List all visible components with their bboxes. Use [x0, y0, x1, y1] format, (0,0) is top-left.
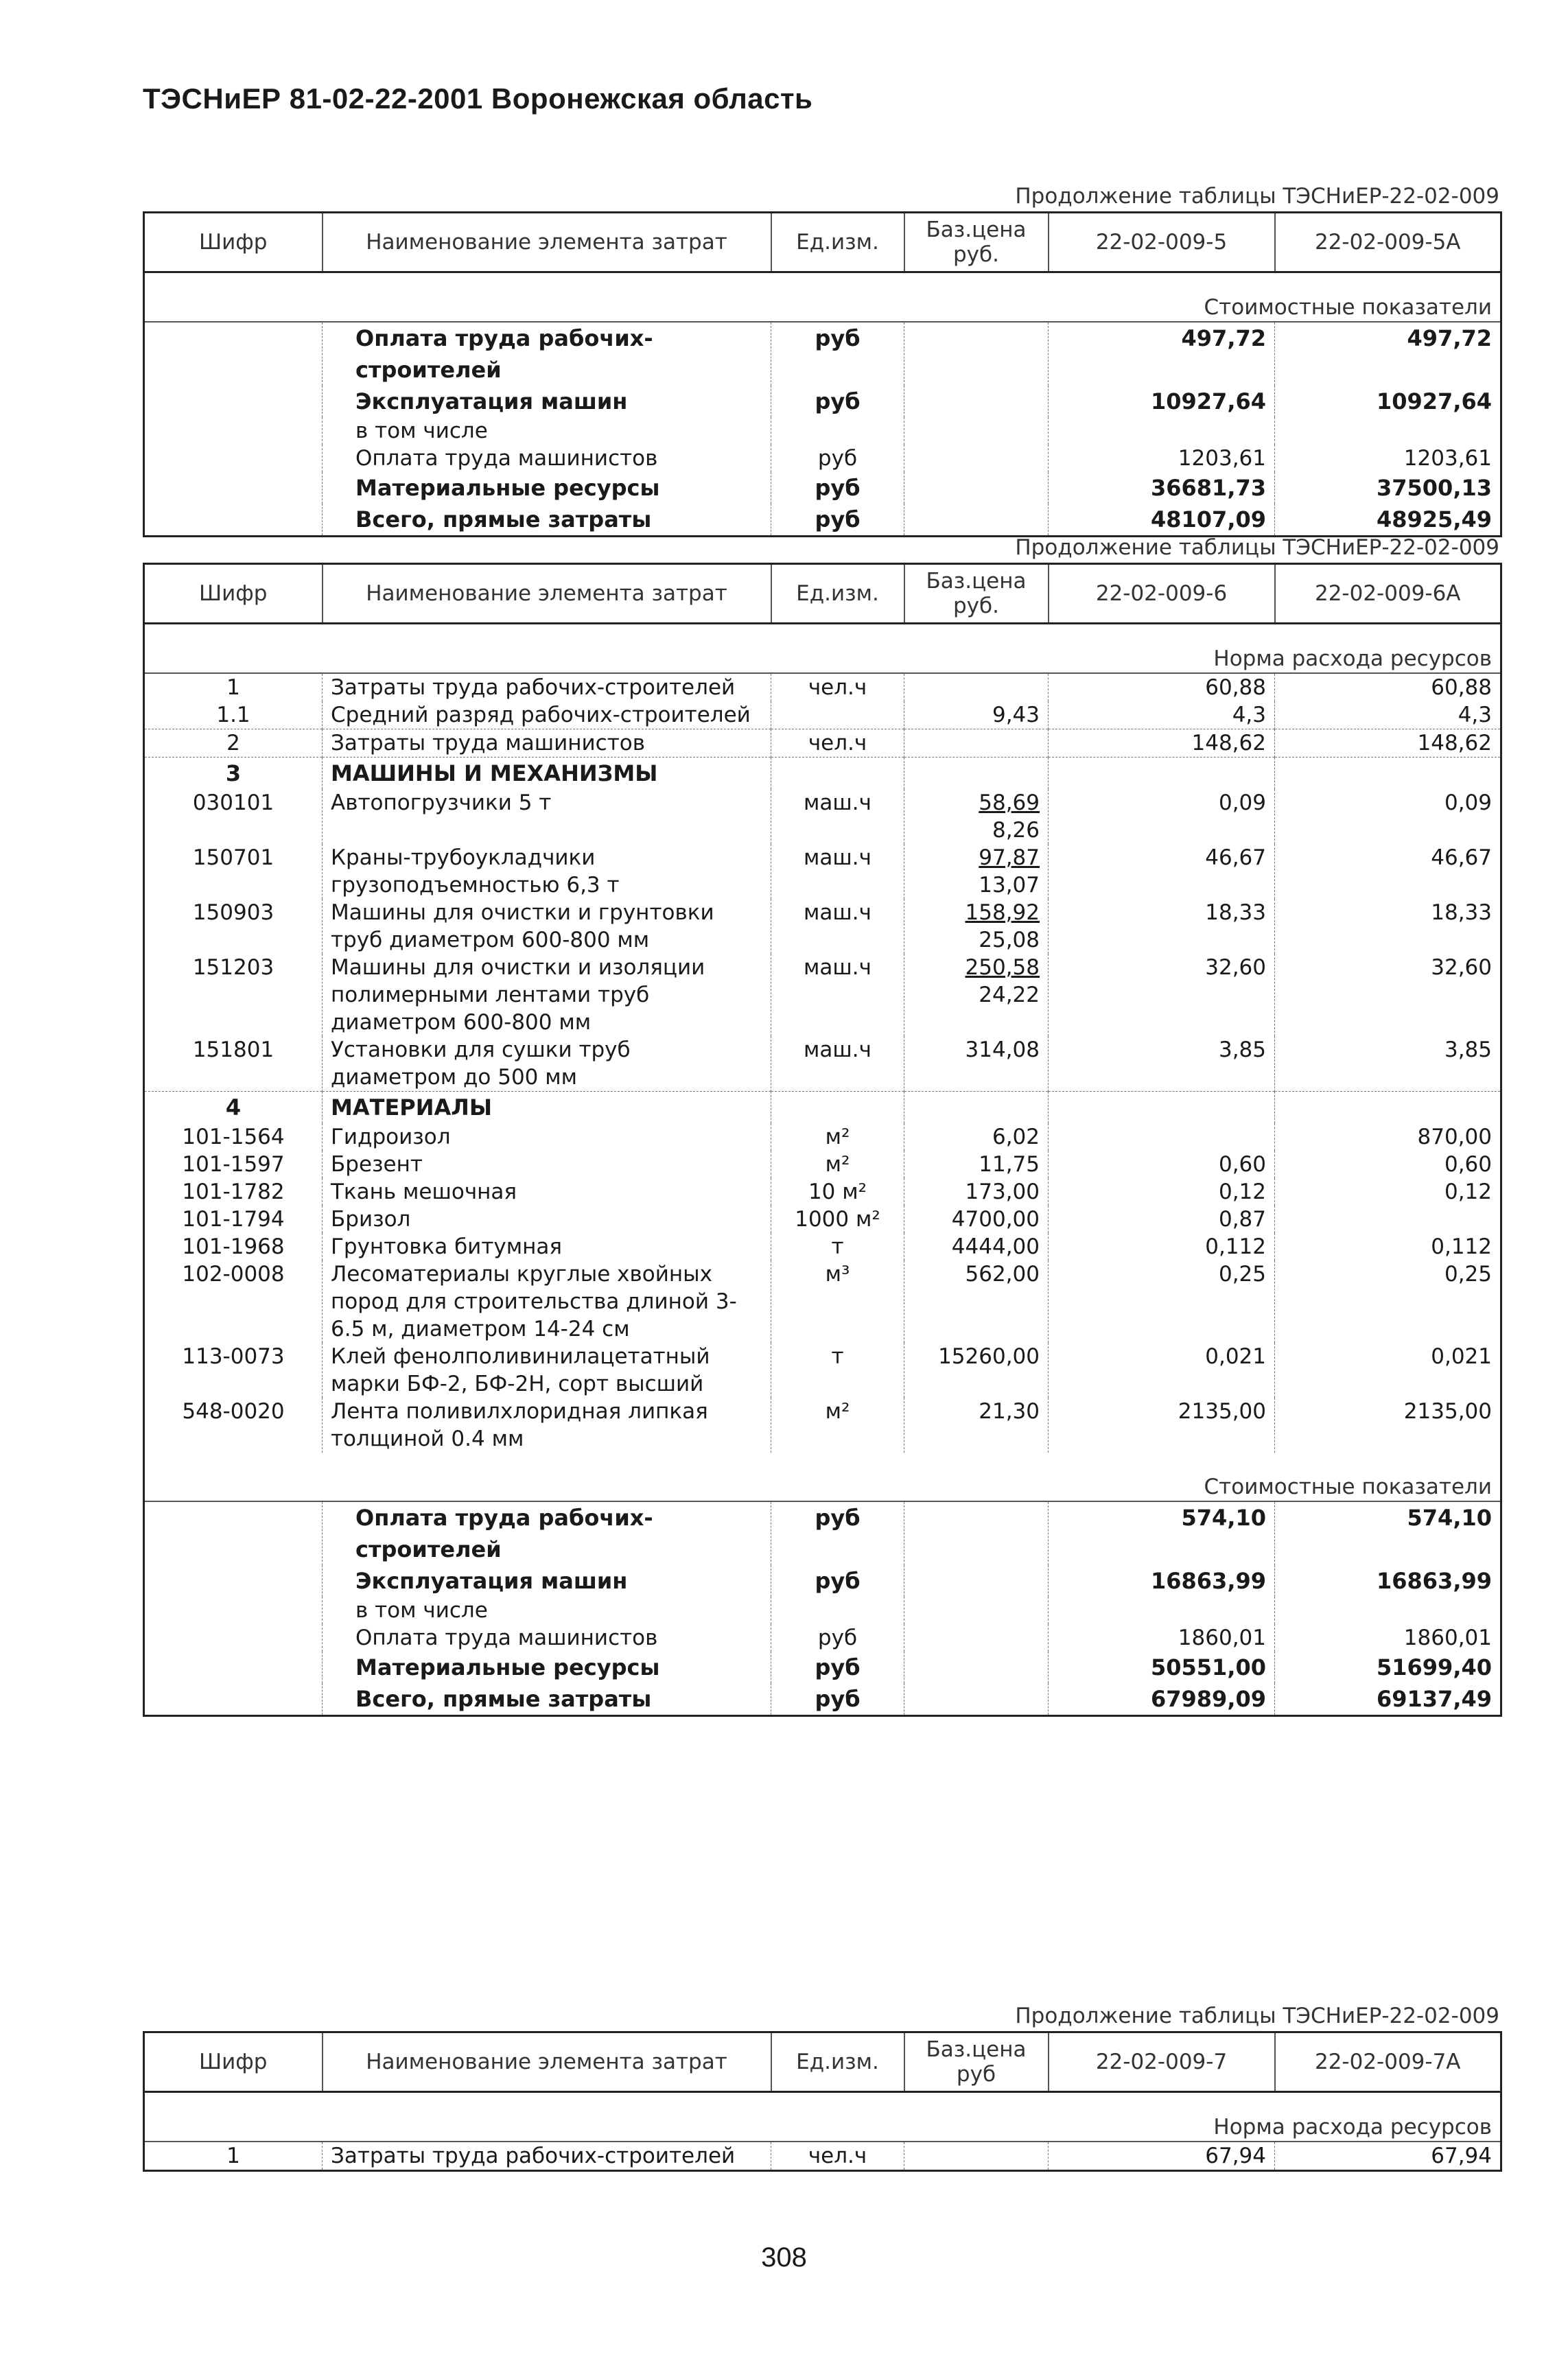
- resource-code: 102-0008: [144, 1260, 323, 1343]
- norm-value-2: 0,60: [1275, 1151, 1501, 1178]
- norm-value-2: [1275, 1206, 1501, 1233]
- norm-value-1: 0,021: [1049, 1343, 1275, 1398]
- base-price: [904, 1565, 1049, 1597]
- header-code: Шифр: [144, 564, 323, 624]
- resource-unit: [771, 1092, 904, 1124]
- base-price-value: 173,00: [965, 1180, 1040, 1204]
- table-row: [144, 1233, 1501, 1260]
- resource-unit: 1000 м²: [771, 1206, 904, 1233]
- norm-value-2: 60,88: [1275, 673, 1501, 701]
- norm-value-2: 148,62: [1275, 729, 1501, 758]
- resource-unit: [771, 701, 904, 729]
- cost-name: Всего, прямые затраты: [323, 1683, 771, 1716]
- header-col-2: 22-02-009-6А: [1275, 564, 1501, 624]
- table-row: [144, 899, 1501, 954]
- base-price: [904, 1260, 1049, 1343]
- section-row: [144, 624, 1501, 674]
- resource-name: Автопогрузчики 5 т: [323, 789, 771, 844]
- norm-value-1: 148,62: [1049, 729, 1275, 758]
- resource-code: 101-1968: [144, 1233, 323, 1260]
- cost-value-1: [1049, 1597, 1275, 1624]
- norm-value-2: 497,72: [1275, 322, 1501, 386]
- resource-name: Машины для очистки и грунтовки труб диаметром 600-800 мм: [323, 899, 771, 954]
- norm-value-2: [1275, 1092, 1501, 1124]
- base-price-machinist-value: 13,07: [979, 873, 1040, 898]
- resource-name: Ткань мешочная: [323, 1178, 771, 1206]
- norm-value-1: 0,112: [1049, 1233, 1275, 1260]
- document-title: ТЭСНиЕР 81-02-22-2001 Воронежская область: [143, 82, 813, 115]
- norm-value-1: [1049, 758, 1275, 790]
- cost-name: в том числе: [323, 1597, 771, 1624]
- base-price: [904, 472, 1049, 504]
- resource-unit: маш.ч: [771, 789, 904, 844]
- resource-name: Оплата труда машинистов: [323, 445, 771, 472]
- resource-table: [143, 2031, 1502, 2172]
- norm-value-1: 60,88: [1049, 673, 1275, 701]
- base-price: [904, 1398, 1049, 1453]
- norm-value-1: 36681,73: [1049, 472, 1275, 504]
- table-row: [144, 1206, 1501, 1233]
- cost-unit: руб: [771, 1683, 904, 1716]
- resource-unit: маш.ч: [771, 1036, 904, 1092]
- table-row: [144, 729, 1501, 758]
- section-row: [144, 1453, 1501, 1501]
- resource-code: 030101: [144, 789, 323, 844]
- norm-value-1: 4,3: [1049, 701, 1275, 729]
- norm-value-2: 0,112: [1275, 1233, 1501, 1260]
- resource-unit: руб: [771, 504, 904, 537]
- header-col-2: 22-02-009-7А: [1275, 2032, 1501, 2092]
- base-price: [904, 844, 1049, 899]
- norm-value-1: 10927,64: [1049, 386, 1275, 417]
- resource-unit: руб: [771, 472, 904, 504]
- resource-unit: руб: [771, 386, 904, 417]
- cost-row: [144, 1565, 1501, 1597]
- resource-name: Оплата труда рабочих-строителей: [323, 322, 771, 386]
- resource-unit: маш.ч: [771, 844, 904, 899]
- norm-value-2: 1203,61: [1275, 445, 1501, 472]
- resource-name: Затраты труда машинистов: [323, 729, 771, 758]
- norm-value-1: [1049, 1092, 1275, 1124]
- resource-code: 151203: [144, 954, 323, 1036]
- base-price: [904, 322, 1049, 386]
- table-header-row: [144, 2032, 1501, 2092]
- header-code: Шифр: [144, 2032, 323, 2092]
- resource-name: Машины для очистки и изоляции полимерными лентами труб диаметром 600-800 мм: [323, 954, 771, 1036]
- base-price: [904, 954, 1049, 1036]
- resource-name: Затраты труда рабочих-строителей: [323, 673, 771, 701]
- resource-name: Краны-трубоукладчики грузоподъемностью 6,3 т: [323, 844, 771, 899]
- base-price: [904, 1123, 1049, 1151]
- table-row: [144, 1123, 1501, 1151]
- header-name: Наименование элемента затрат: [323, 564, 771, 624]
- table-row: [144, 1260, 1501, 1343]
- resource-unit: чел.ч: [771, 729, 904, 758]
- base-price-value: 15260,00: [938, 1344, 1040, 1369]
- header-col-2: 22-02-009-5А: [1275, 213, 1501, 272]
- base-price: [904, 445, 1049, 472]
- resource-unit: м³: [771, 1260, 904, 1343]
- base-price: [904, 758, 1049, 790]
- resource-code: [144, 1565, 323, 1597]
- base-price: [904, 417, 1049, 445]
- base-price: [904, 1092, 1049, 1124]
- resource-code: 1.1: [144, 701, 323, 729]
- cost-value-1: 67989,09: [1049, 1683, 1275, 1716]
- cost-row: [144, 1501, 1501, 1565]
- resource-unit: 10 м²: [771, 1178, 904, 1206]
- header-price: Баз.цена руб: [904, 2032, 1049, 2092]
- base-price-machinist-value: 8,26: [992, 818, 1040, 843]
- base-price: [904, 504, 1049, 537]
- norm-value-1: 0,09: [1049, 789, 1275, 844]
- section-label: Норма расхода ресурсов: [144, 624, 1501, 674]
- base-price-value: 21,30: [979, 1399, 1040, 1424]
- resource-unit: м²: [771, 1151, 904, 1178]
- resource-code: 150903: [144, 899, 323, 954]
- cost-name: Эксплуатация машин: [323, 1565, 771, 1597]
- norm-value-2: [1275, 758, 1501, 790]
- cost-name: Материальные ресурсы: [323, 1652, 771, 1683]
- norm-value-2: 0,09: [1275, 789, 1501, 844]
- resource-name: Гидроизол: [323, 1123, 771, 1151]
- resource-code: 1: [144, 673, 323, 701]
- cost-row: [144, 1597, 1501, 1624]
- table-row: [144, 322, 1501, 386]
- base-price-value: 58,69: [979, 790, 1040, 815]
- resource-name: в том числе: [323, 417, 771, 445]
- base-price-value: 6,02: [992, 1125, 1040, 1149]
- resource-code: [144, 1652, 323, 1683]
- norm-value-2: 18,33: [1275, 899, 1501, 954]
- norm-value-1: 0,12: [1049, 1178, 1275, 1206]
- norm-value-2: 48925,49: [1275, 504, 1501, 537]
- resource-code: [144, 1624, 323, 1652]
- cost-table: [143, 211, 1502, 537]
- header-col-1: 22-02-009-5: [1049, 213, 1275, 272]
- norm-value-2: 870,00: [1275, 1123, 1501, 1151]
- resource-unit: маш.ч: [771, 899, 904, 954]
- table-caption: Продолжение таблицы ТЭСНиЕР-22-02-009: [1015, 2004, 1499, 2028]
- table-row: [144, 472, 1501, 504]
- cost-value-2: 51699,40: [1275, 1652, 1501, 1683]
- resource-unit: [771, 417, 904, 445]
- norm-value-2: 4,3: [1275, 701, 1501, 729]
- table-row: [144, 1343, 1501, 1398]
- resource-name: Грунтовка битумная: [323, 1233, 771, 1260]
- norm-value-2: [1275, 417, 1501, 445]
- table-row: [144, 954, 1501, 1036]
- resource-code: [144, 445, 323, 472]
- header-code: Шифр: [144, 213, 323, 272]
- cost-value-2: 69137,49: [1275, 1683, 1501, 1716]
- base-price-value: 4700,00: [951, 1207, 1040, 1232]
- norm-value-2: 3,85: [1275, 1036, 1501, 1092]
- resource-code: 101-1794: [144, 1206, 323, 1233]
- resource-name: МАТЕРИАЛЫ: [323, 1092, 771, 1124]
- resource-name: Всего, прямые затраты: [323, 504, 771, 537]
- resource-code: 113-0073: [144, 1343, 323, 1398]
- base-price: [904, 386, 1049, 417]
- header-unit: Ед.изм.: [771, 2032, 904, 2092]
- cost-name: Оплата труда рабочих-строителей: [323, 1501, 771, 1565]
- base-price-value: 97,87: [979, 845, 1040, 870]
- norm-value-1: 0,60: [1049, 1151, 1275, 1178]
- base-price-value: 562,00: [965, 1262, 1040, 1287]
- table-row: [144, 504, 1501, 537]
- cost-row: [144, 1624, 1501, 1652]
- resource-code: 150701: [144, 844, 323, 899]
- norm-value-2: 46,67: [1275, 844, 1501, 899]
- table-caption: Продолжение таблицы ТЭСНиЕР-22-02-009: [1015, 535, 1499, 560]
- page-number: 308: [761, 2242, 807, 2273]
- table-row: [144, 1036, 1501, 1092]
- norm-value-1: 2135,00: [1049, 1398, 1275, 1453]
- header-col-1: 22-02-009-6: [1049, 564, 1275, 624]
- base-price: [904, 1178, 1049, 1206]
- resource-unit: т: [771, 1233, 904, 1260]
- resource-code: [144, 504, 323, 537]
- resource-code: 3: [144, 758, 323, 790]
- resource-unit: чел.ч: [771, 2142, 904, 2171]
- table-row: [144, 445, 1501, 472]
- base-price: [904, 1652, 1049, 1683]
- table-row: [144, 2142, 1501, 2171]
- base-price-value: 250,58: [965, 955, 1040, 980]
- resource-name: МАШИНЫ И МЕХАНИЗМЫ: [323, 758, 771, 790]
- cost-value-1: 16863,99: [1049, 1565, 1275, 1597]
- cost-value-2: [1275, 1597, 1501, 1624]
- table-row: [144, 386, 1501, 417]
- header-unit: Ед.изм.: [771, 213, 904, 272]
- base-price: [904, 789, 1049, 844]
- norm-value-1: [1049, 1123, 1275, 1151]
- resource-name: Брезент: [323, 1151, 771, 1178]
- section-label: Стоимостные показатели: [144, 1453, 1501, 1501]
- section-label: Стоимостные показатели: [144, 272, 1501, 323]
- resource-code: [144, 322, 323, 386]
- base-price: [904, 2142, 1049, 2171]
- table-row: [144, 1398, 1501, 1453]
- norm-value-1: 0,25: [1049, 1260, 1275, 1343]
- header-col-1: 22-02-009-7: [1049, 2032, 1275, 2092]
- resource-code: 101-1597: [144, 1151, 323, 1178]
- header-name: Наименование элемента затрат: [323, 2032, 771, 2092]
- cost-row: [144, 1683, 1501, 1716]
- cost-unit: [771, 1597, 904, 1624]
- base-price: [904, 1036, 1049, 1092]
- norm-value-2: 10927,64: [1275, 386, 1501, 417]
- base-price-machinist-value: 24,22: [979, 983, 1040, 1007]
- resource-name: Установки для сушки труб диаметром до 500 мм: [323, 1036, 771, 1092]
- resource-unit: т: [771, 1343, 904, 1398]
- resource-unit: м²: [771, 1398, 904, 1453]
- resource-code: 151801: [144, 1036, 323, 1092]
- resource-code: [144, 386, 323, 417]
- resource-code: 1: [144, 2142, 323, 2171]
- resource-code: [144, 472, 323, 504]
- base-price-machinist-value: 25,08: [979, 928, 1040, 952]
- table-row: [144, 1151, 1501, 1178]
- norm-value-1: 18,33: [1049, 899, 1275, 954]
- base-price: [904, 1151, 1049, 1178]
- norm-value-1: 1203,61: [1049, 445, 1275, 472]
- header-price: Баз.цена руб.: [904, 564, 1049, 624]
- resource-name: Лента поливилхлоридная липкая толщиной 0.4 мм: [323, 1398, 771, 1453]
- cost-unit: руб: [771, 1565, 904, 1597]
- header-name: Наименование элемента затрат: [323, 213, 771, 272]
- resource-unit: маш.ч: [771, 954, 904, 1036]
- base-price-value: 9,43: [992, 703, 1040, 727]
- cost-row: [144, 1652, 1501, 1683]
- resource-unit: чел.ч: [771, 673, 904, 701]
- base-price: [904, 1597, 1049, 1624]
- norm-value-1: 67,94: [1049, 2142, 1275, 2171]
- section-label: Норма расхода ресурсов: [144, 2092, 1501, 2142]
- table-row: [144, 701, 1501, 729]
- resource-name: Эксплуатация машин: [323, 386, 771, 417]
- norm-value-2: 2135,00: [1275, 1398, 1501, 1453]
- base-price: [904, 1343, 1049, 1398]
- cost-value-2: 574,10: [1275, 1501, 1501, 1565]
- norm-value-1: 3,85: [1049, 1036, 1275, 1092]
- header-price: Баз.цена руб.: [904, 213, 1049, 272]
- base-price: [904, 1501, 1049, 1565]
- table-header-row: [144, 564, 1501, 624]
- norm-value-2: 32,60: [1275, 954, 1501, 1036]
- table-row: [144, 1178, 1501, 1206]
- resource-code: 101-1782: [144, 1178, 323, 1206]
- cost-value-1: 574,10: [1049, 1501, 1275, 1565]
- norm-value-1: 497,72: [1049, 322, 1275, 386]
- base-price: [904, 1233, 1049, 1260]
- table-row: [144, 673, 1501, 701]
- resource-table: [143, 563, 1502, 1717]
- resource-name: Клей фенолполивинилацетатный марки БФ-2, БФ-2Н, сорт высший: [323, 1343, 771, 1398]
- cost-name: Оплата труда машинистов: [323, 1624, 771, 1652]
- table-row: [144, 844, 1501, 899]
- norm-value-2: 37500,13: [1275, 472, 1501, 504]
- norm-value-2: 0,12: [1275, 1178, 1501, 1206]
- base-price: [904, 701, 1049, 729]
- cost-value-2: 1860,01: [1275, 1624, 1501, 1652]
- resource-name: Лесоматериалы круглые хвойных пород для строительства длиной 3-6.5 м, диаметром 14-24 см: [323, 1260, 771, 1343]
- cost-unit: руб: [771, 1501, 904, 1565]
- cost-value-2: 16863,99: [1275, 1565, 1501, 1597]
- base-price: [904, 1206, 1049, 1233]
- table-header-row: [144, 213, 1501, 272]
- base-price-value: 158,92: [965, 900, 1040, 925]
- resource-name: Средний разряд рабочих-строителей: [323, 701, 771, 729]
- cost-value-1: 50551,00: [1049, 1652, 1275, 1683]
- table-row: [144, 789, 1501, 844]
- norm-value-2: 0,021: [1275, 1343, 1501, 1398]
- norm-value-1: [1049, 417, 1275, 445]
- base-price-value: 4444,00: [951, 1234, 1040, 1259]
- resource-unit: [771, 758, 904, 790]
- base-price-value: 11,75: [979, 1152, 1040, 1177]
- resource-code: [144, 1597, 323, 1624]
- base-price-value: 314,08: [965, 1037, 1040, 1062]
- norm-value-1: 32,60: [1049, 954, 1275, 1036]
- resource-code: 2: [144, 729, 323, 758]
- resource-code: 4: [144, 1092, 323, 1124]
- norm-value-2: 67,94: [1275, 2142, 1501, 2171]
- resource-code: [144, 1501, 323, 1565]
- resource-name: Бризол: [323, 1206, 771, 1233]
- section-row: [144, 272, 1501, 323]
- norm-value-1: 0,87: [1049, 1206, 1275, 1233]
- table-row: [144, 1092, 1501, 1124]
- table-caption: Продолжение таблицы ТЭСНиЕР-22-02-009: [1015, 184, 1499, 209]
- norm-value-2: 0,25: [1275, 1260, 1501, 1343]
- resource-name: Затраты труда рабочих-строителей: [323, 2142, 771, 2171]
- base-price: [904, 1683, 1049, 1716]
- base-price: [904, 899, 1049, 954]
- resource-unit: руб: [771, 322, 904, 386]
- cost-unit: руб: [771, 1624, 904, 1652]
- resource-unit: м²: [771, 1123, 904, 1151]
- table-row: [144, 758, 1501, 790]
- resource-code: [144, 1683, 323, 1716]
- cost-value-1: 1860,01: [1049, 1624, 1275, 1652]
- base-price: [904, 673, 1049, 701]
- resource-code: 101-1564: [144, 1123, 323, 1151]
- table-row: [144, 417, 1501, 445]
- header-unit: Ед.изм.: [771, 564, 904, 624]
- norm-value-1: 46,67: [1049, 844, 1275, 899]
- cost-unit: руб: [771, 1652, 904, 1683]
- resource-code: [144, 417, 323, 445]
- resource-unit: руб: [771, 445, 904, 472]
- base-price: [904, 729, 1049, 758]
- resource-name: Материальные ресурсы: [323, 472, 771, 504]
- base-price: [904, 1624, 1049, 1652]
- norm-value-1: 48107,09: [1049, 504, 1275, 537]
- resource-code: 548-0020: [144, 1398, 323, 1453]
- section-row: [144, 2092, 1501, 2142]
